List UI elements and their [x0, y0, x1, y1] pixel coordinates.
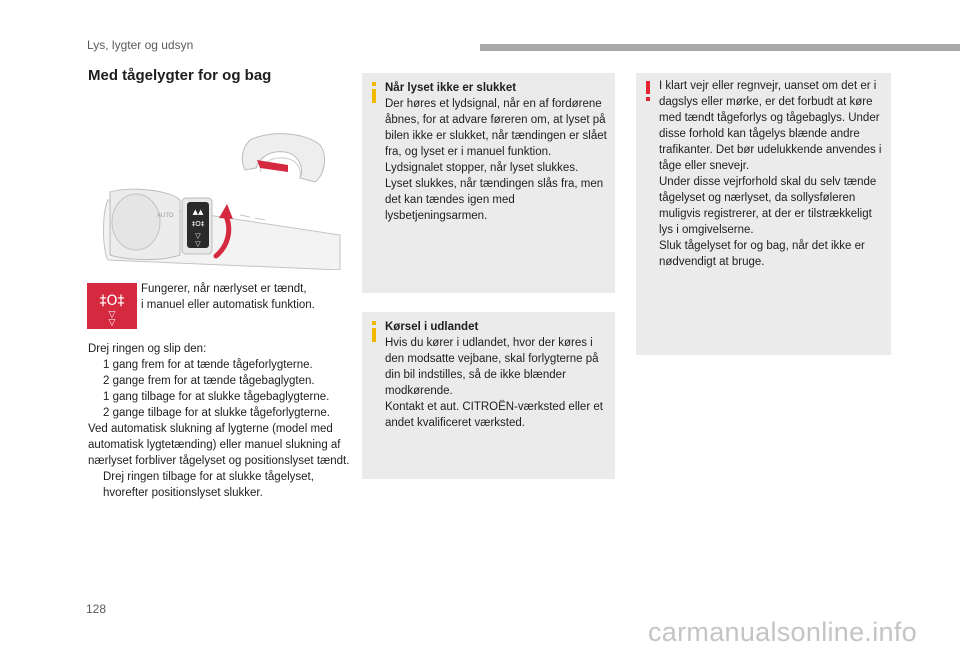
- instructions-intro: Drej ringen og slip den:: [88, 343, 207, 355]
- header-bar: [480, 44, 960, 51]
- page-number: 128: [86, 602, 107, 616]
- info-box-driving-abroad: [362, 312, 615, 479]
- warning-box: [636, 73, 891, 355]
- list-item: 1 gang tilbage for at slukke tågebaglygterne.: [103, 391, 330, 403]
- list-item: 1 gang frem for at tænde tågeforlygterne.: [103, 359, 313, 371]
- info-box-title: Når lyset ikke er slukket: [385, 82, 517, 94]
- watermark: carmanualsonline.info: [648, 617, 917, 647]
- info-box-text: Der høres et lydsignal, når en af fordørene åbnes, for at advare føreren om, at lyset på bilen ikke er slukket, når tændingen er slået fra, og lyset er i manuel funktion. Lydsignalet stopper, når lyset slukkes. Lyset slukkes, når tændingen slås fra, men det kan tændes igen med lysbetjeningsarmen.: [385, 98, 607, 222]
- steering-wheel-icon: [242, 134, 324, 182]
- stalk-illustration: [100, 120, 342, 270]
- list-item: 2 gange tilbage for at slukke tågeforlygterne.: [103, 407, 330, 419]
- lamp-description: Fungerer, når nærlyset er tændt, i manuel eller automatisk funktion.: [141, 283, 315, 311]
- info-icon: [372, 321, 376, 325]
- list-item: 2 gange frem for at tænde tågebaglygten.: [103, 375, 315, 387]
- warning-text: Under disse vejrforhold skal du selv tænde tågelyset og nærlyset, da sollysføleren muligvis registrerer, at der er tilstrækkeligt lys i omgivelserne.: [659, 176, 877, 236]
- svg-text:‡O‡: ‡O‡: [99, 293, 125, 309]
- fog-lamp-icon: [87, 283, 137, 329]
- body-paragraph: Ved automatisk slukning af lygterne (model med automatisk lygtetænding) eller manuel slukning af nærlyset forbliver tågelyset og positionslyset tændt.: [88, 423, 350, 467]
- list-item: Drej ringen tilbage for at slukke tågelyset, hvorefter positionslyset slukker.: [103, 471, 314, 499]
- svg-text:▽: ▽: [195, 240, 201, 248]
- svg-text:▲▲: ▲▲: [192, 208, 204, 216]
- info-icon: [372, 82, 376, 86]
- warning-icon: [646, 81, 650, 94]
- warning-text: I klart vejr eller regnvejr, uanset om det er i dagslys eller mørke, er det forbudt at køre med tændt tågeforlys og tågebaglys. Under disse forhold kan tågelys blænde andre trafikanter. Det bør udelukkende anvendes i tåge eller snevejr.: [659, 80, 882, 172]
- section-title: Med tågelygter for og bag: [88, 67, 272, 84]
- svg-text:▽: ▽: [108, 318, 116, 328]
- auto-label: AUTO: [157, 213, 174, 219]
- svg-text:▽: ▽: [108, 310, 116, 320]
- running-header: Lys, lygter og udsyn: [87, 38, 194, 52]
- svg-text:▽: ▽: [195, 232, 201, 240]
- warning-text: Sluk tågelyset for og bag, når det ikke er nødvendigt at bruge.: [659, 240, 865, 268]
- info-box-lights-on: [362, 73, 615, 293]
- svg-text:‡O‡: ‡O‡: [191, 220, 205, 228]
- info-box-text: Kontakt et aut. CITROËN-værksted eller et andet kvalificeret værksted.: [385, 401, 603, 429]
- info-box-title: Kørsel i udlandet: [385, 321, 479, 333]
- info-box-text: Hvis du kører i udlandet, hvor der køres i den modsatte vejbane, skal forlygterne på din bil indstilles, så de ikke blænder modkørende.: [385, 337, 599, 397]
- instructions: [88, 341, 350, 501]
- lighting-stalk-icon: [104, 189, 341, 270]
